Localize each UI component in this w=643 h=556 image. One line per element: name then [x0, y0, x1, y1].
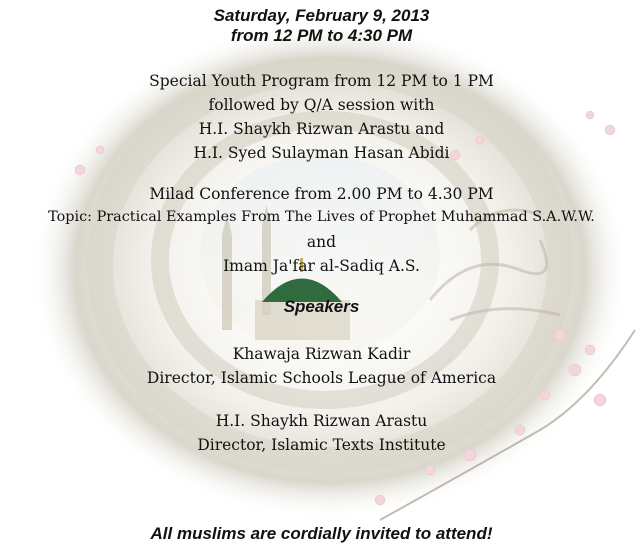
speakers-heading: Speakers	[283, 297, 360, 316]
speaker-2-name: H.I. Shaykh Rizwan Arastu	[215, 412, 428, 430]
milad-line-1: Milad Conference from 2.00 PM to 4.30 PM	[149, 185, 494, 203]
youth-program-line-1: Special Youth Program from 12 PM to 1 PM	[149, 72, 494, 90]
milad-line-3: and	[306, 233, 337, 251]
speaker-1-name: Khawaja Rizwan Kadir	[232, 345, 411, 363]
youth-program-line-4: H.I. Syed Sulayman Hasan Abidi	[193, 144, 450, 162]
speaker-1-title: Director, Islamic Schools League of America	[146, 369, 497, 387]
event-time: from 12 PM to 4:30 PM	[230, 26, 413, 45]
milad-topic: Topic: Practical Examples From The Lives of Prophet Muhammad S.A.W.W.	[48, 209, 595, 225]
youth-program-line-2: followed by Q/A session with	[208, 96, 435, 114]
speaker-2-title: Director, Islamic Texts Institute	[197, 436, 446, 454]
invitation-line: All muslims are cordially invited to attend!	[150, 524, 493, 543]
event-date: Saturday, February 9, 2013	[213, 6, 430, 25]
youth-program-line-3: H.I. Shaykh Rizwan Arastu and	[198, 120, 445, 138]
milad-line-4: Imam Ja'far al-Sadiq A.S.	[223, 257, 420, 275]
